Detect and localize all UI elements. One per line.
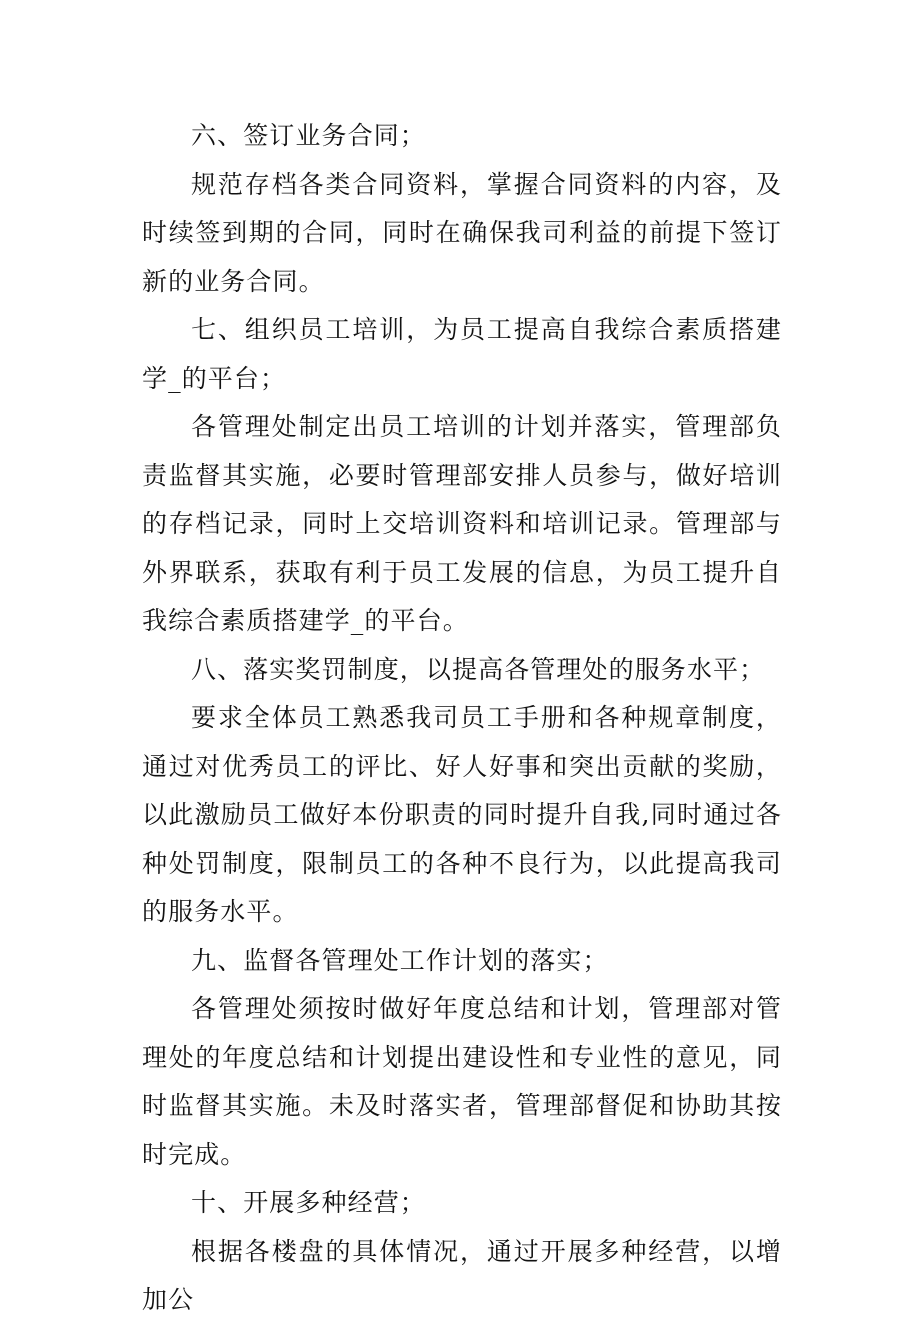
section-heading-7: 七、组织员工培训，为员工提高自我综合素质搭建学_的平台； [142,315,782,393]
section-heading-8: 八、落实奖罚制度，以提高各管理处的服务水平； [191,654,766,684]
section-heading-9: 九、监督各管理处工作计划的落实； [191,945,609,975]
section-heading-10: 十、开展多种经营； [191,1188,426,1217]
paragraph-training: 各管理处制定出员工培训的计划并落实，管理部负责监督其实施，必要时管理部安排人员参与，做好培训的存档记录，同时上交培训资料和培训记录。管理部与外界联系，获取有利于员工发展的信息，为员工提升自我综合素质搭建学_的平台。 [142,412,782,635]
paragraph-supervision: 各管理处须按时做好年度总结和计划，管理部对管理处的年度总结和计划提出建设性和专业性的意见，同时监督其实施。未及时落实者，管理部督促和协助其按时完成。 [142,994,782,1169]
paragraph-operations: 根据各楼盘的具体情况，通过开展多种经营，以增加公 [142,1236,782,1314]
paragraph-rewards: 要求全体员工熟悉我司员工手册和各种规章制度，通过对优秀员工的评比、好人好事和突出贡献的奖励，以此激励员工做好本份职责的同时提升自我,同时通过各种处罚制度，限制员工的各种不良行为，以此提高我司的服务水平。 [142,703,782,926]
section-heading-6: 六、签订业务合同； [191,121,426,150]
document-page [142,112,782,1325]
paragraph-contracts: 规范存档各类合同资料，掌握合同资料的内容，及时续签到期的合同，同时在确保我司利益的前提下签订新的业务合同。 [142,169,782,296]
